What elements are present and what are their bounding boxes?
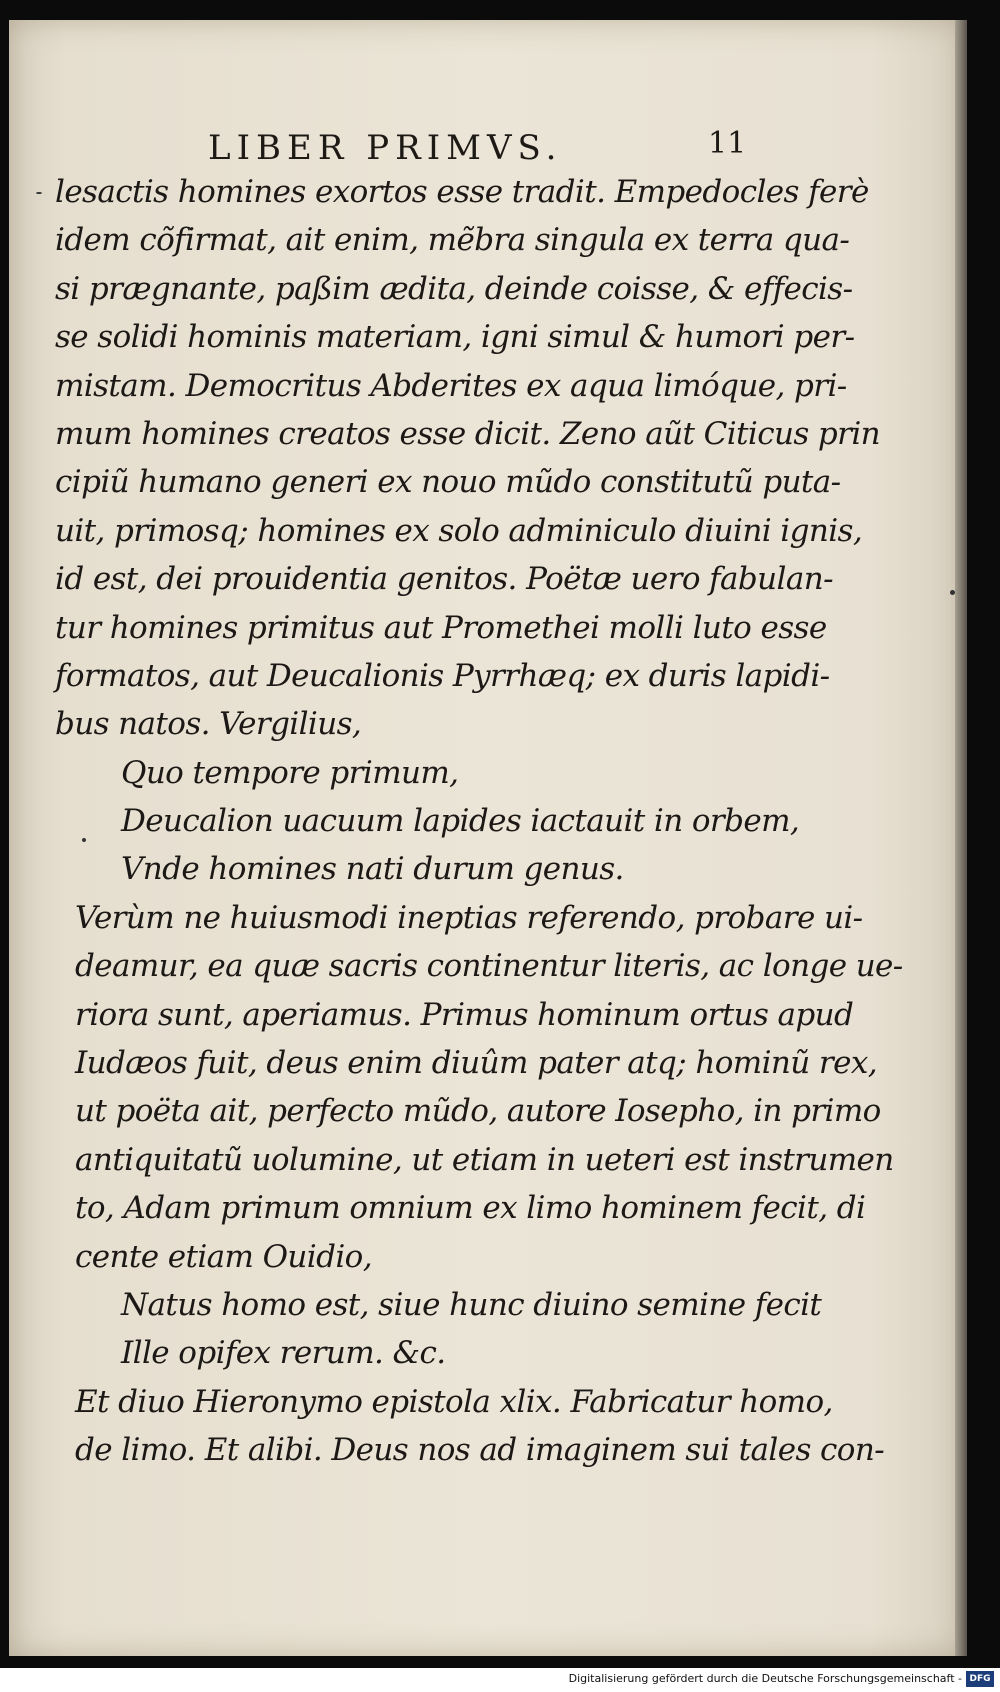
text-line: cipiũ humano generi ex nouo mũdo constitutũ puta- bbox=[55, 464, 841, 501]
footer-bar bbox=[0, 1668, 1000, 1692]
text-line: uit, primosq; homines ex solo adminiculo diuini ignis, bbox=[55, 512, 863, 549]
verse-line: Vnde homines nati durum genus. bbox=[121, 851, 624, 888]
paper-speck bbox=[36, 192, 42, 194]
running-head: LIBER PRIMVS. bbox=[208, 128, 563, 168]
verse-line: Ille opifex rerum. &c. bbox=[121, 1335, 446, 1372]
paper-speck bbox=[82, 838, 86, 842]
text-line: mistam. Democritus Abderites ex aqua limóque, pri- bbox=[55, 367, 847, 404]
text-line: formatos, aut Deucalionis Pyrrhæq; ex duris lapidi- bbox=[55, 657, 830, 694]
text-line: mum homines creatos esse dicit. Zeno aũt Citicus prin bbox=[55, 415, 881, 452]
text-line: si prægnante, paßim ædita, deinde coisse, & effecis- bbox=[55, 270, 853, 307]
verse-line: Quo tempore primum, bbox=[121, 754, 459, 791]
verse-line: Natus homo est, siue hunc diuino semine fecit bbox=[121, 1286, 822, 1323]
verse-line: Deucalion uacuum lapides iactauit in orbem, bbox=[121, 803, 800, 840]
text-line: lesactis homines exortos esse tradit. Empedocles ferè bbox=[55, 174, 869, 210]
funding-credit: Digitalisierung gefördert durch die Deutsche Forschungsgemeinschaft - bbox=[568, 1672, 962, 1685]
dfg-logo-icon: DFG bbox=[966, 1671, 994, 1687]
text-line: de limo. Et alibi. Deus nos ad imaginem sui tales con- bbox=[75, 1432, 885, 1469]
text-line: se solidi hominis materiam, igni simul & humori per- bbox=[55, 319, 855, 356]
text-line: tur homines primitus aut Promethei molli luto esse bbox=[55, 609, 827, 646]
text-line: deamur, ea quæ sacris continentur literis, ac longe ue- bbox=[75, 948, 903, 985]
text-line: Et diuo Hieronymo epistola xlix. Fabricatur homo, bbox=[75, 1383, 833, 1420]
text-line: riora sunt, aperiamus. Primus hominum ortus apud bbox=[75, 996, 854, 1033]
text-line: to, Adam primum omnium ex limo hominem fecit, di bbox=[75, 1190, 866, 1227]
text-line: idem cõfirmat, ait enim, mẽbra singula ex terra qua- bbox=[55, 222, 850, 259]
body-text bbox=[55, 168, 903, 1475]
text-line: Verùm ne huiusmodi ineptias referendo, probare ui- bbox=[75, 899, 863, 936]
text-line: ut poëta ait, perfecto mũdo, autore Iosepho, in primo bbox=[75, 1093, 881, 1130]
text-line: cente etiam Ouidio, bbox=[75, 1238, 372, 1275]
paper-speck bbox=[950, 590, 955, 595]
text-line: antiquitatũ uolumine, ut etiam in ueteri est instrumen bbox=[75, 1141, 894, 1178]
text-line: bus natos. Vergilius, bbox=[55, 706, 362, 743]
page-edge bbox=[955, 20, 967, 1656]
page-number: 11 bbox=[708, 126, 747, 161]
text-line: Iudæos fuit, deus enim diuûm pater atq; hominũ rex, bbox=[75, 1045, 877, 1082]
text-line: id est, dei prouidentia genitos. Poëtæ uero fabulan- bbox=[55, 561, 833, 598]
